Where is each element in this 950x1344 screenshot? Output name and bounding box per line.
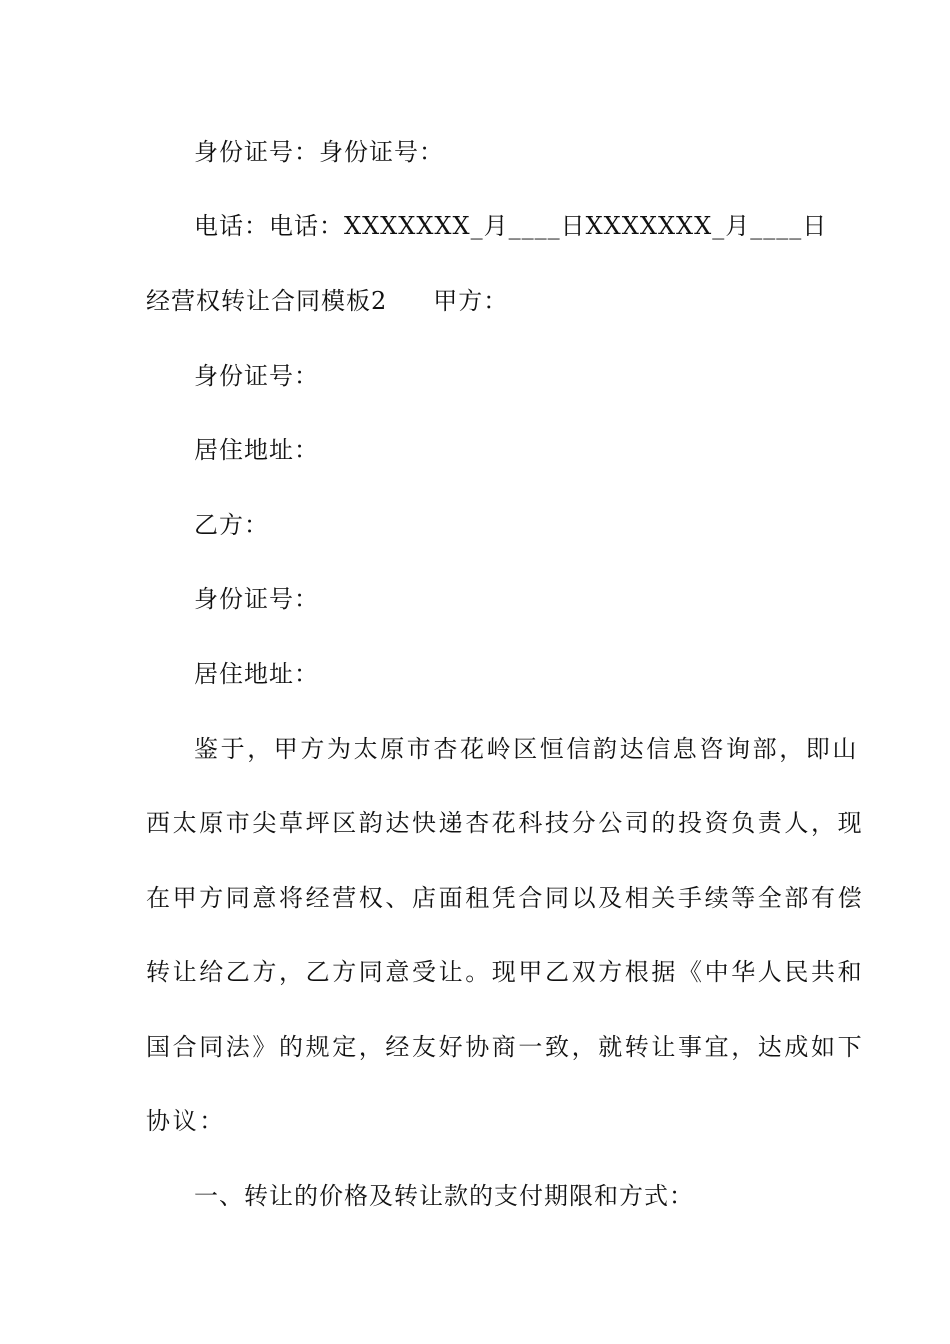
paragraph-line: 协议： bbox=[146, 1107, 226, 1135]
paragraph-line: 西太原市尖草坪区韵达快递杏花科技分公司的投资负责人，现 bbox=[146, 809, 865, 837]
party-a-label: 甲方： bbox=[433, 287, 509, 315]
document-title: 经营权转让合同模板2 bbox=[146, 287, 388, 315]
id-number-line: 身份证号：身份证号： bbox=[194, 138, 444, 166]
paragraph-line: 鉴于，甲方为太原市杏花岭区恒信韵达信息咨询部，即山 bbox=[194, 735, 859, 763]
paragraph-line: 国合同法》的规定，经友好协商一致，就转让事宜，达成如下 bbox=[146, 1033, 865, 1061]
section-1-heading: 一、转让的价格及转让款的支付期限和方式： bbox=[194, 1182, 694, 1210]
title-line bbox=[146, 286, 508, 316]
party-b-label: 乙方： bbox=[194, 511, 269, 539]
party-a-address-field: 居住地址： bbox=[194, 436, 319, 464]
phone-date-line: 电话：电话：XXXXXXX_月____日XXXXXXX_月____日 bbox=[194, 212, 828, 240]
paragraph-line: 在甲方同意将经营权、店面租凭合同以及相关手续等全部有偿 bbox=[146, 884, 865, 912]
paragraph-line: 转让给乙方，乙方同意受让。现甲乙双方根据《中华人民共和 bbox=[146, 958, 865, 986]
party-b-address-field: 居住地址： bbox=[194, 660, 319, 688]
party-b-id-field: 身份证号： bbox=[194, 585, 319, 613]
party-a-id-field: 身份证号： bbox=[194, 362, 319, 390]
